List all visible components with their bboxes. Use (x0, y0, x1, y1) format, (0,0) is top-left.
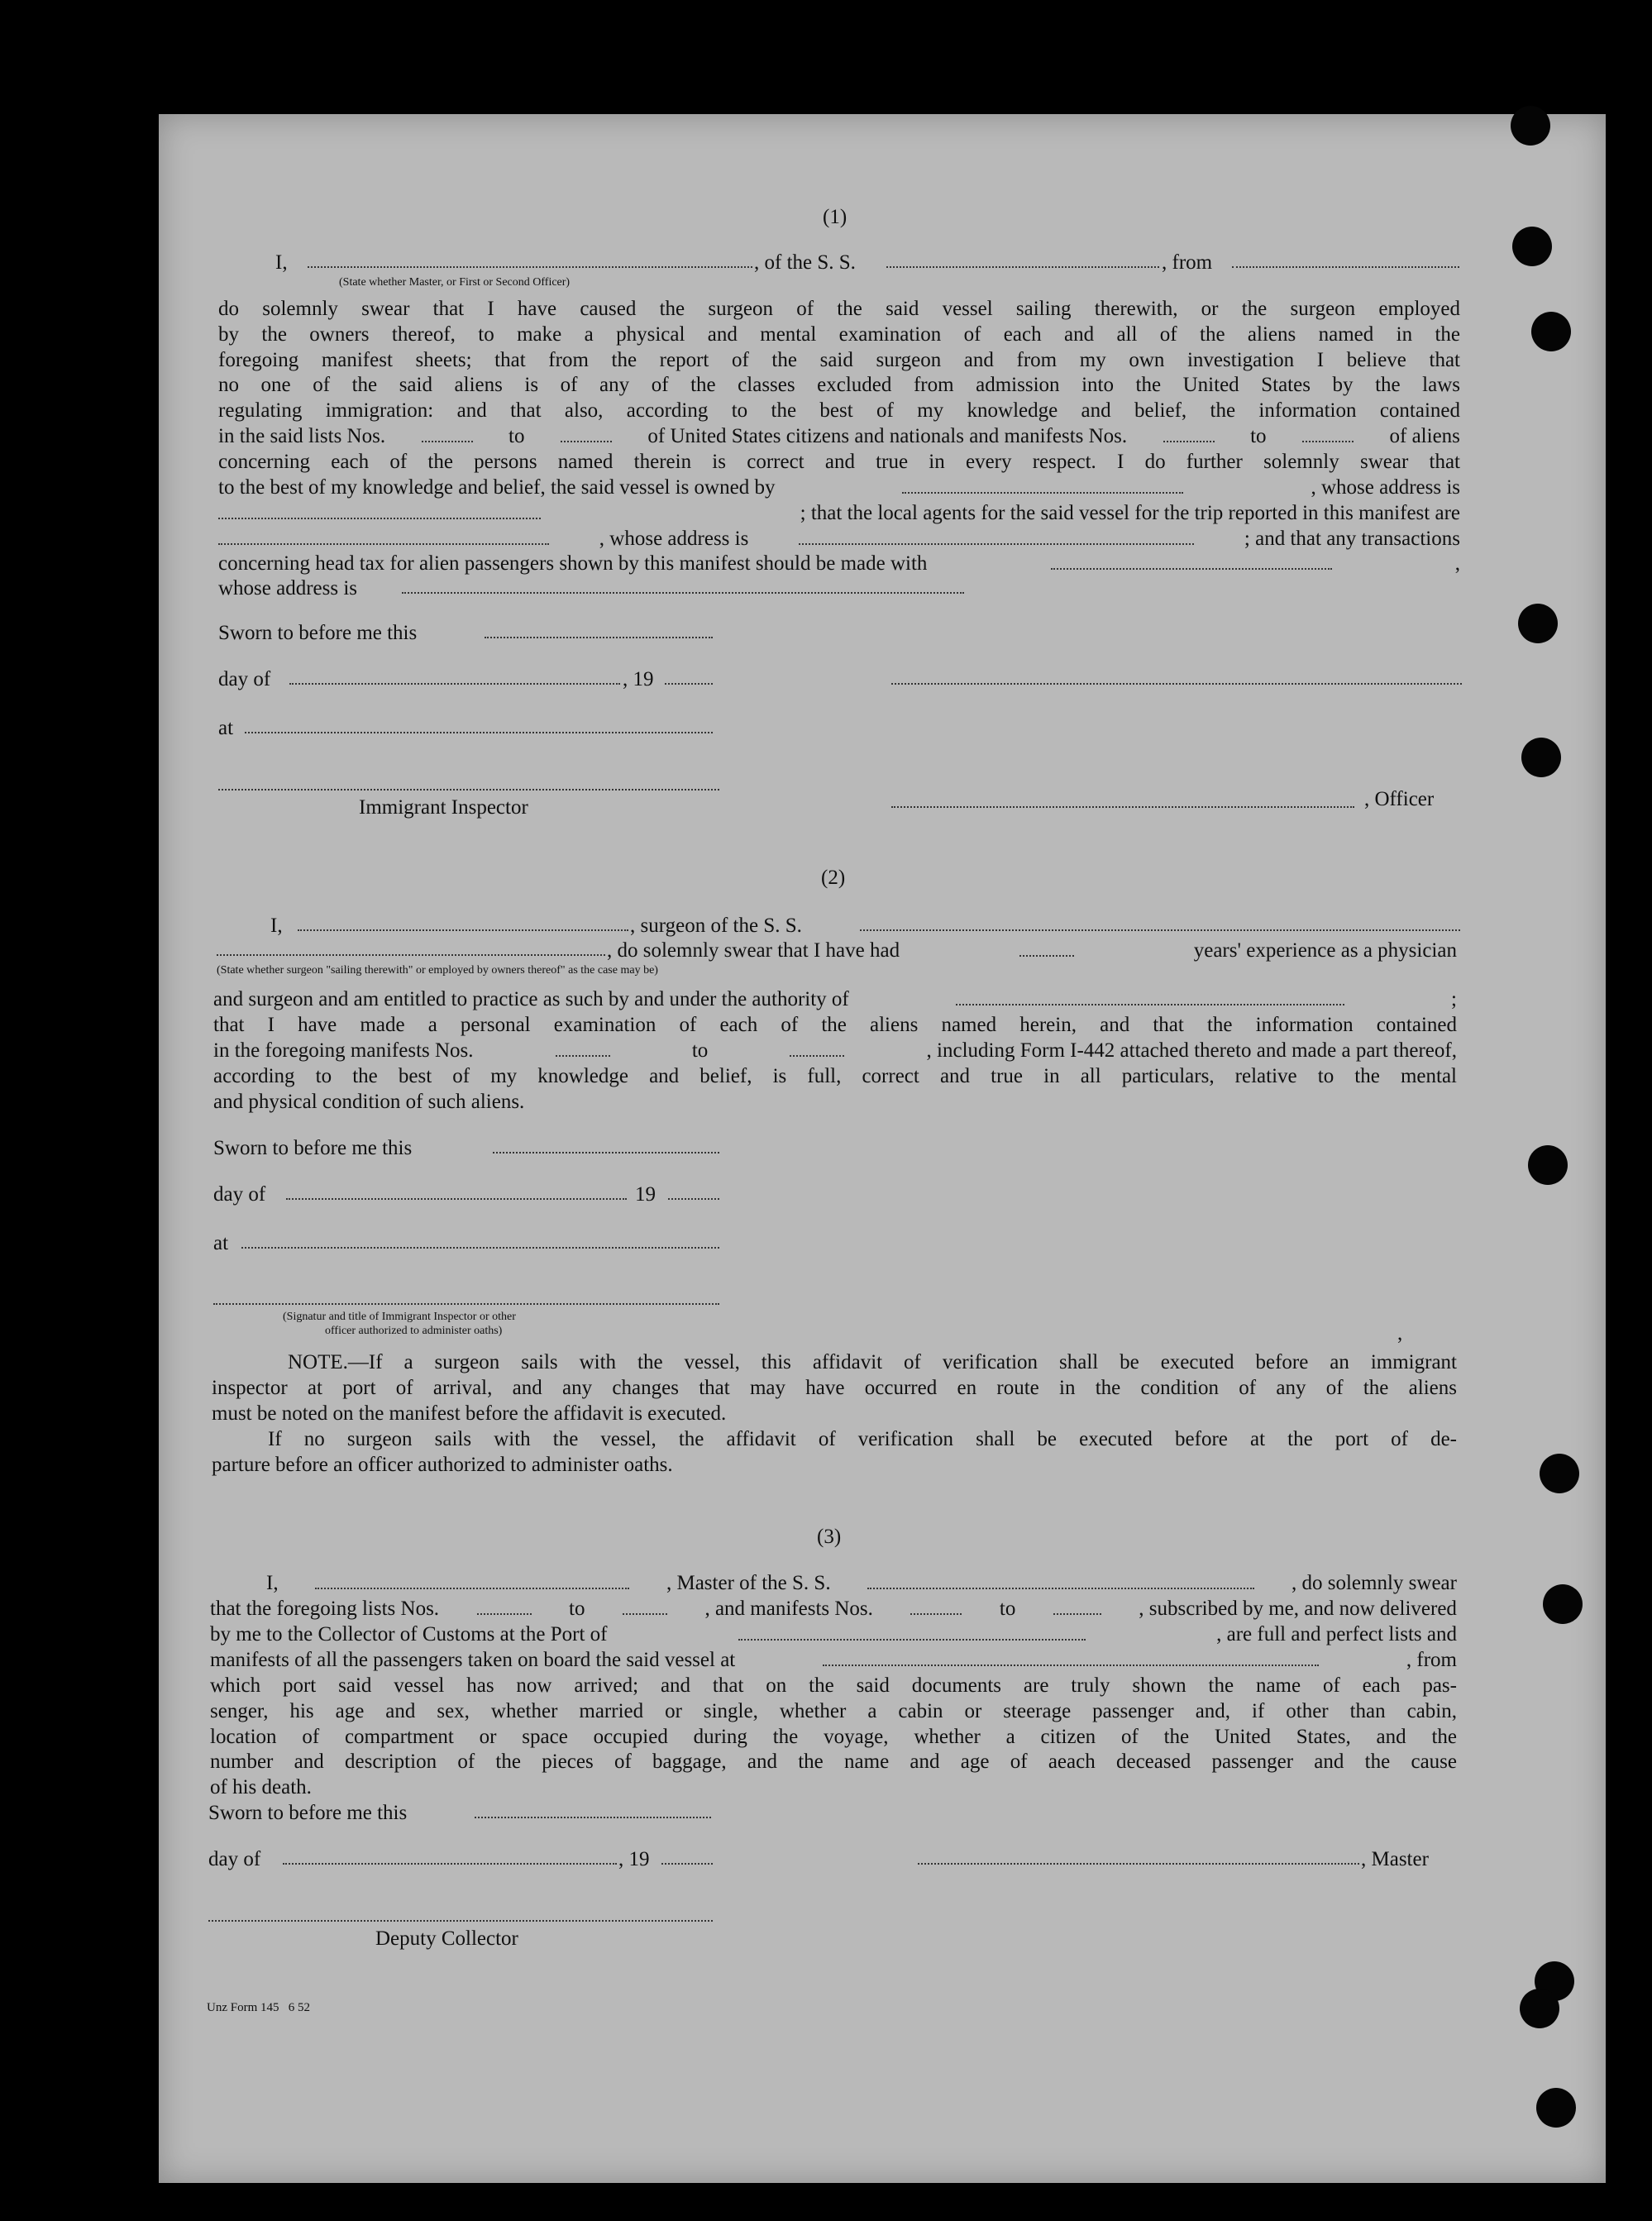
s2-manifest-to-field[interactable] (790, 1040, 844, 1057)
s1-officer-signature-field[interactable] (891, 806, 1354, 808)
s2-surgeon-of-label: , surgeon of the S. S. (630, 915, 802, 937)
s2-according-line (213, 1064, 1457, 1090)
lists-label: in the said lists Nos. (218, 425, 386, 447)
s1-of-ship-label: , of the S. S. (754, 251, 856, 274)
s3-line: location of compartment or space occupied during the voyage, whether a citizen of the United States, and the (210, 1725, 1457, 1748)
to-label: to (691, 1039, 709, 1062)
form-number: Unz Form 145 6 52 (207, 2001, 310, 2014)
agents-address-label: , whose address is (599, 528, 749, 550)
s1-year-label: , 19 (623, 668, 654, 690)
punch-hole (1520, 1989, 1559, 2028)
s3-line: which port said vessel has now arrived; and that on the said documents are truly shown the name of each pas- (210, 1674, 1457, 1697)
note-paragraph-2 (212, 1427, 1457, 1478)
s1-line: no one of the said aliens is of any of the classes excluded from admission into the United States by the laws (218, 374, 1460, 397)
s3-ship-field[interactable] (867, 1573, 1254, 1589)
s2-years-field[interactable] (1019, 940, 1074, 957)
lists-no-from-field[interactable] (422, 426, 473, 442)
s3-paragraph (210, 1674, 1457, 1801)
s1-whose-address-label: whose address is (218, 577, 358, 599)
owner-address-label: , whose address is (1311, 476, 1460, 499)
s2-signature-note-1: (Signatur and title of Immigrant Inspector or other (283, 1311, 516, 1323)
comma: , (1454, 552, 1460, 575)
s3-port-field[interactable] (738, 1624, 1086, 1641)
punch-hole (1511, 106, 1550, 146)
punch-hole (1543, 1584, 1583, 1624)
s2-manifests-line (213, 1039, 1457, 1063)
s1-address-line (218, 527, 1460, 552)
swear-label: , do solemnly swear (1292, 1572, 1457, 1594)
s3-line3 (210, 1622, 1457, 1647)
s3-lists-to-field[interactable] (623, 1598, 667, 1615)
to-label: to (1250, 425, 1267, 447)
s1-headtax-line (218, 552, 1460, 576)
including-label: , including Form I-442 attached thereto and made a part thereof, (926, 1039, 1457, 1062)
s2-line: that I have made a personal examination of each of the aliens named herein, and that the information contained (213, 1014, 1457, 1036)
s2-signature-note-2: officer authorized to administer oaths) (325, 1325, 503, 1337)
s3-sworn-label: Sworn to before me this (208, 1802, 408, 1824)
s1-agents-line (218, 501, 1460, 526)
s2-surgeon-name-field[interactable] (298, 929, 628, 931)
s2-day-of-label: day of (213, 1183, 266, 1206)
s2-day-field[interactable] (286, 1198, 627, 1200)
s3-embark-port-field[interactable] (823, 1650, 1319, 1666)
manifests-board-label: manifests of all the passengers taken on board the said vessel at (210, 1649, 736, 1671)
s1-line: regulating immigration: and that also, according to the best of my knowledge and belief, the information contained (218, 399, 1460, 423)
s2-surgeon-note: (State whether surgeon "sailing therewith" or employed by owners thereof" as the case may be) (217, 964, 658, 977)
s2-trailing-comma: , (1397, 1322, 1403, 1345)
s1-paragraph (218, 297, 1460, 424)
from-label: , from (1406, 1649, 1457, 1671)
s1-officer-field[interactable] (308, 266, 752, 268)
s1-concerning-line (218, 450, 1460, 475)
s3-deputy-signature-field[interactable] (208, 1920, 713, 1922)
note-paragraph-1 (212, 1350, 1457, 1426)
s2-year-field[interactable] (668, 1198, 719, 1200)
s1-inspector-signature-field[interactable] (218, 789, 719, 790)
s2-examination-line (213, 1013, 1457, 1039)
s3-year-field[interactable] (661, 1863, 713, 1865)
s1-sworn-label: Sworn to before me this (218, 622, 418, 644)
s3-line: senger, his age and sex, whether married or single, whether a cabin or steerage passenger and, if other than cabin, (210, 1699, 1457, 1722)
s3-manifests-to-field[interactable] (1053, 1598, 1101, 1615)
s2-year-label: 19 (635, 1183, 656, 1206)
to-label: to (508, 425, 525, 447)
subscribed-label: , subscribed by me, and now delivered (1139, 1598, 1457, 1620)
s1-sworn-field[interactable] (485, 637, 713, 638)
note-line: inspector at port of arrival, and any changes that may have occurred en route in the condition of any of the aliens (212, 1376, 1457, 1399)
aliens-label: of aliens (1389, 425, 1460, 447)
to-label: to (999, 1598, 1016, 1620)
s3-master-label: , Master (1361, 1848, 1429, 1870)
s3-master-signature-field[interactable] (918, 1863, 1359, 1865)
s3-line: of his death. (210, 1776, 312, 1799)
s1-i-label: I, (275, 251, 288, 274)
manifests-no-to-field[interactable] (1302, 426, 1354, 442)
s2-at-label: at (213, 1232, 229, 1254)
lists-label: that the foregoing lists Nos. (210, 1598, 440, 1620)
s3-master-name-field[interactable] (315, 1573, 629, 1589)
agents-address-field[interactable] (799, 528, 1194, 545)
s1-year-field[interactable] (665, 683, 713, 685)
collector-label: by me to the Collector of Customs at the Port of (210, 1623, 608, 1645)
owned-label: to the best of my knowledge and belief, the said vessel is owned by (218, 476, 776, 499)
citizens-label: of United States citizens and nationals and manifests Nos. (647, 425, 1128, 447)
s1-headtax-address-field[interactable] (402, 592, 964, 594)
s3-line: number and description of the pieces of baggage, and the name and age of aeach deceased passenger and the cause (210, 1751, 1457, 1774)
s2-at-field[interactable] (241, 1247, 719, 1249)
s2-swear-line (607, 939, 1457, 963)
s1-from-label: , from (1162, 251, 1213, 274)
agents-field[interactable] (218, 528, 549, 545)
s1-lists-line (218, 424, 1460, 449)
s2-surgeon-type-field[interactable] (217, 954, 605, 956)
s1-line: by the owners thereof, to make a physical and mental examination of each and all of the aliens named in the (218, 322, 1460, 346)
owner-address-field[interactable] (218, 503, 541, 519)
note-line: must be noted on the manifest before the affidavit is executed. (212, 1402, 727, 1425)
s1-line: foregoing manifest sheets; that from the report of the said surgeon and from my own investigation I believe that (218, 348, 1460, 371)
punch-hole (1512, 227, 1552, 266)
s3-manifests-from-field[interactable] (910, 1598, 962, 1615)
section-1-number: (1) (823, 206, 847, 228)
manifests-no-from-field[interactable] (1163, 426, 1215, 442)
punch-hole (1540, 1454, 1579, 1493)
s1-officer-label: , Officer (1364, 788, 1435, 810)
s3-line1 (210, 1571, 1457, 1596)
manifests-label: in the foregoing manifests Nos. (213, 1039, 474, 1062)
s3-sworn-field[interactable] (475, 1817, 711, 1818)
note-line: NOTE.—If a surgeon sails with the vessel, this affidavit of verification shall be executed before an immigrant (288, 1351, 1457, 1373)
s1-line: do solemnly swear that I have caused the surgeon of the said vessel sailing therewith, or the surgeon employed (218, 298, 1460, 320)
s2-sworn-label: Sworn to before me this (213, 1137, 413, 1159)
s2-line: according to the best of my knowledge and belief, is full, correct and true in all particulars, relative to the mental (213, 1065, 1457, 1087)
semicolon: ; (1451, 988, 1457, 1010)
lists-no-to-field[interactable] (561, 426, 612, 442)
s2-authority-line (213, 987, 1457, 1012)
punch-hole (1536, 2088, 1576, 2128)
section-2-number: (2) (821, 867, 846, 889)
s1-from-field[interactable] (1232, 266, 1459, 268)
note-line: parture before an officer authorized to administer oaths. (212, 1453, 673, 1476)
punch-hole (1521, 738, 1561, 777)
authority-label: and surgeon and am entitled to practice as such by and under the authority of (213, 988, 849, 1010)
owner-field[interactable] (902, 477, 1183, 494)
s3-deputy-label: Deputy Collector (375, 1927, 518, 1950)
s1-at-field[interactable] (245, 732, 713, 733)
s1-owned-line (218, 475, 1460, 500)
s2-condition-line: and physical condition of such aliens. (213, 1091, 525, 1113)
s1-day-field[interactable] (289, 683, 620, 685)
master-of-label: , Master of the S. S. (666, 1572, 831, 1594)
headtax-label: concerning head tax for alien passengers shown by this manifest should be made with (218, 552, 928, 575)
s3-line2 (210, 1597, 1457, 1622)
s1-ship-field[interactable] (886, 266, 1159, 268)
s1-officer-note: (State whether Master, or First or Second Officer) (339, 276, 571, 289)
punch-hole (1528, 1145, 1568, 1185)
headtax-party-field[interactable] (1051, 553, 1332, 570)
s3-day-of-label: day of (208, 1848, 261, 1870)
s2-sworn-field[interactable] (493, 1152, 719, 1153)
s1-at-label: at (218, 717, 234, 739)
s2-inspector-signature-field[interactable] (213, 1303, 719, 1305)
swear-label: , do solemnly swear that I have had (607, 939, 900, 962)
punch-hole (1531, 312, 1571, 351)
to-label: to (569, 1598, 585, 1620)
s2-i-label: I, (270, 915, 283, 937)
agents-label: ; that the local agents for the said vessel for the trip reported in this manifest are (800, 502, 1460, 524)
s2-ship-field[interactable] (860, 929, 1460, 931)
s1-inspector-label: Immigrant Inspector (359, 796, 528, 819)
perfect-lists-label: , are full and perfect lists and (1216, 1623, 1457, 1645)
s3-lists-from-field[interactable] (477, 1598, 532, 1615)
punch-hole (1518, 604, 1558, 643)
transactions-label: ; and that any transactions (1244, 528, 1460, 550)
s1-day-of-label: day of (218, 668, 271, 690)
s1-line: concerning each of the persons named therein is correct and true in every respect. I do further solemnly swear that (218, 451, 1460, 473)
s3-day-field[interactable] (283, 1863, 617, 1865)
manifests-label: , and manifests Nos. (704, 1598, 873, 1620)
note-line: If no surgeon sails with the vessel, the affidavit of verification shall be executed before at the port of de- (268, 1428, 1457, 1450)
experience-label: years' experience as a physician (1193, 939, 1457, 962)
s2-authority-field[interactable] (956, 989, 1344, 1005)
section-3-number: (3) (817, 1526, 842, 1548)
s2-manifest-from-field[interactable] (556, 1040, 610, 1057)
i-label: I, (266, 1572, 279, 1594)
s3-year-label: , 19 (618, 1848, 650, 1870)
s3-line4 (210, 1648, 1457, 1673)
s1-officer-sign-top[interactable] (891, 683, 1462, 685)
